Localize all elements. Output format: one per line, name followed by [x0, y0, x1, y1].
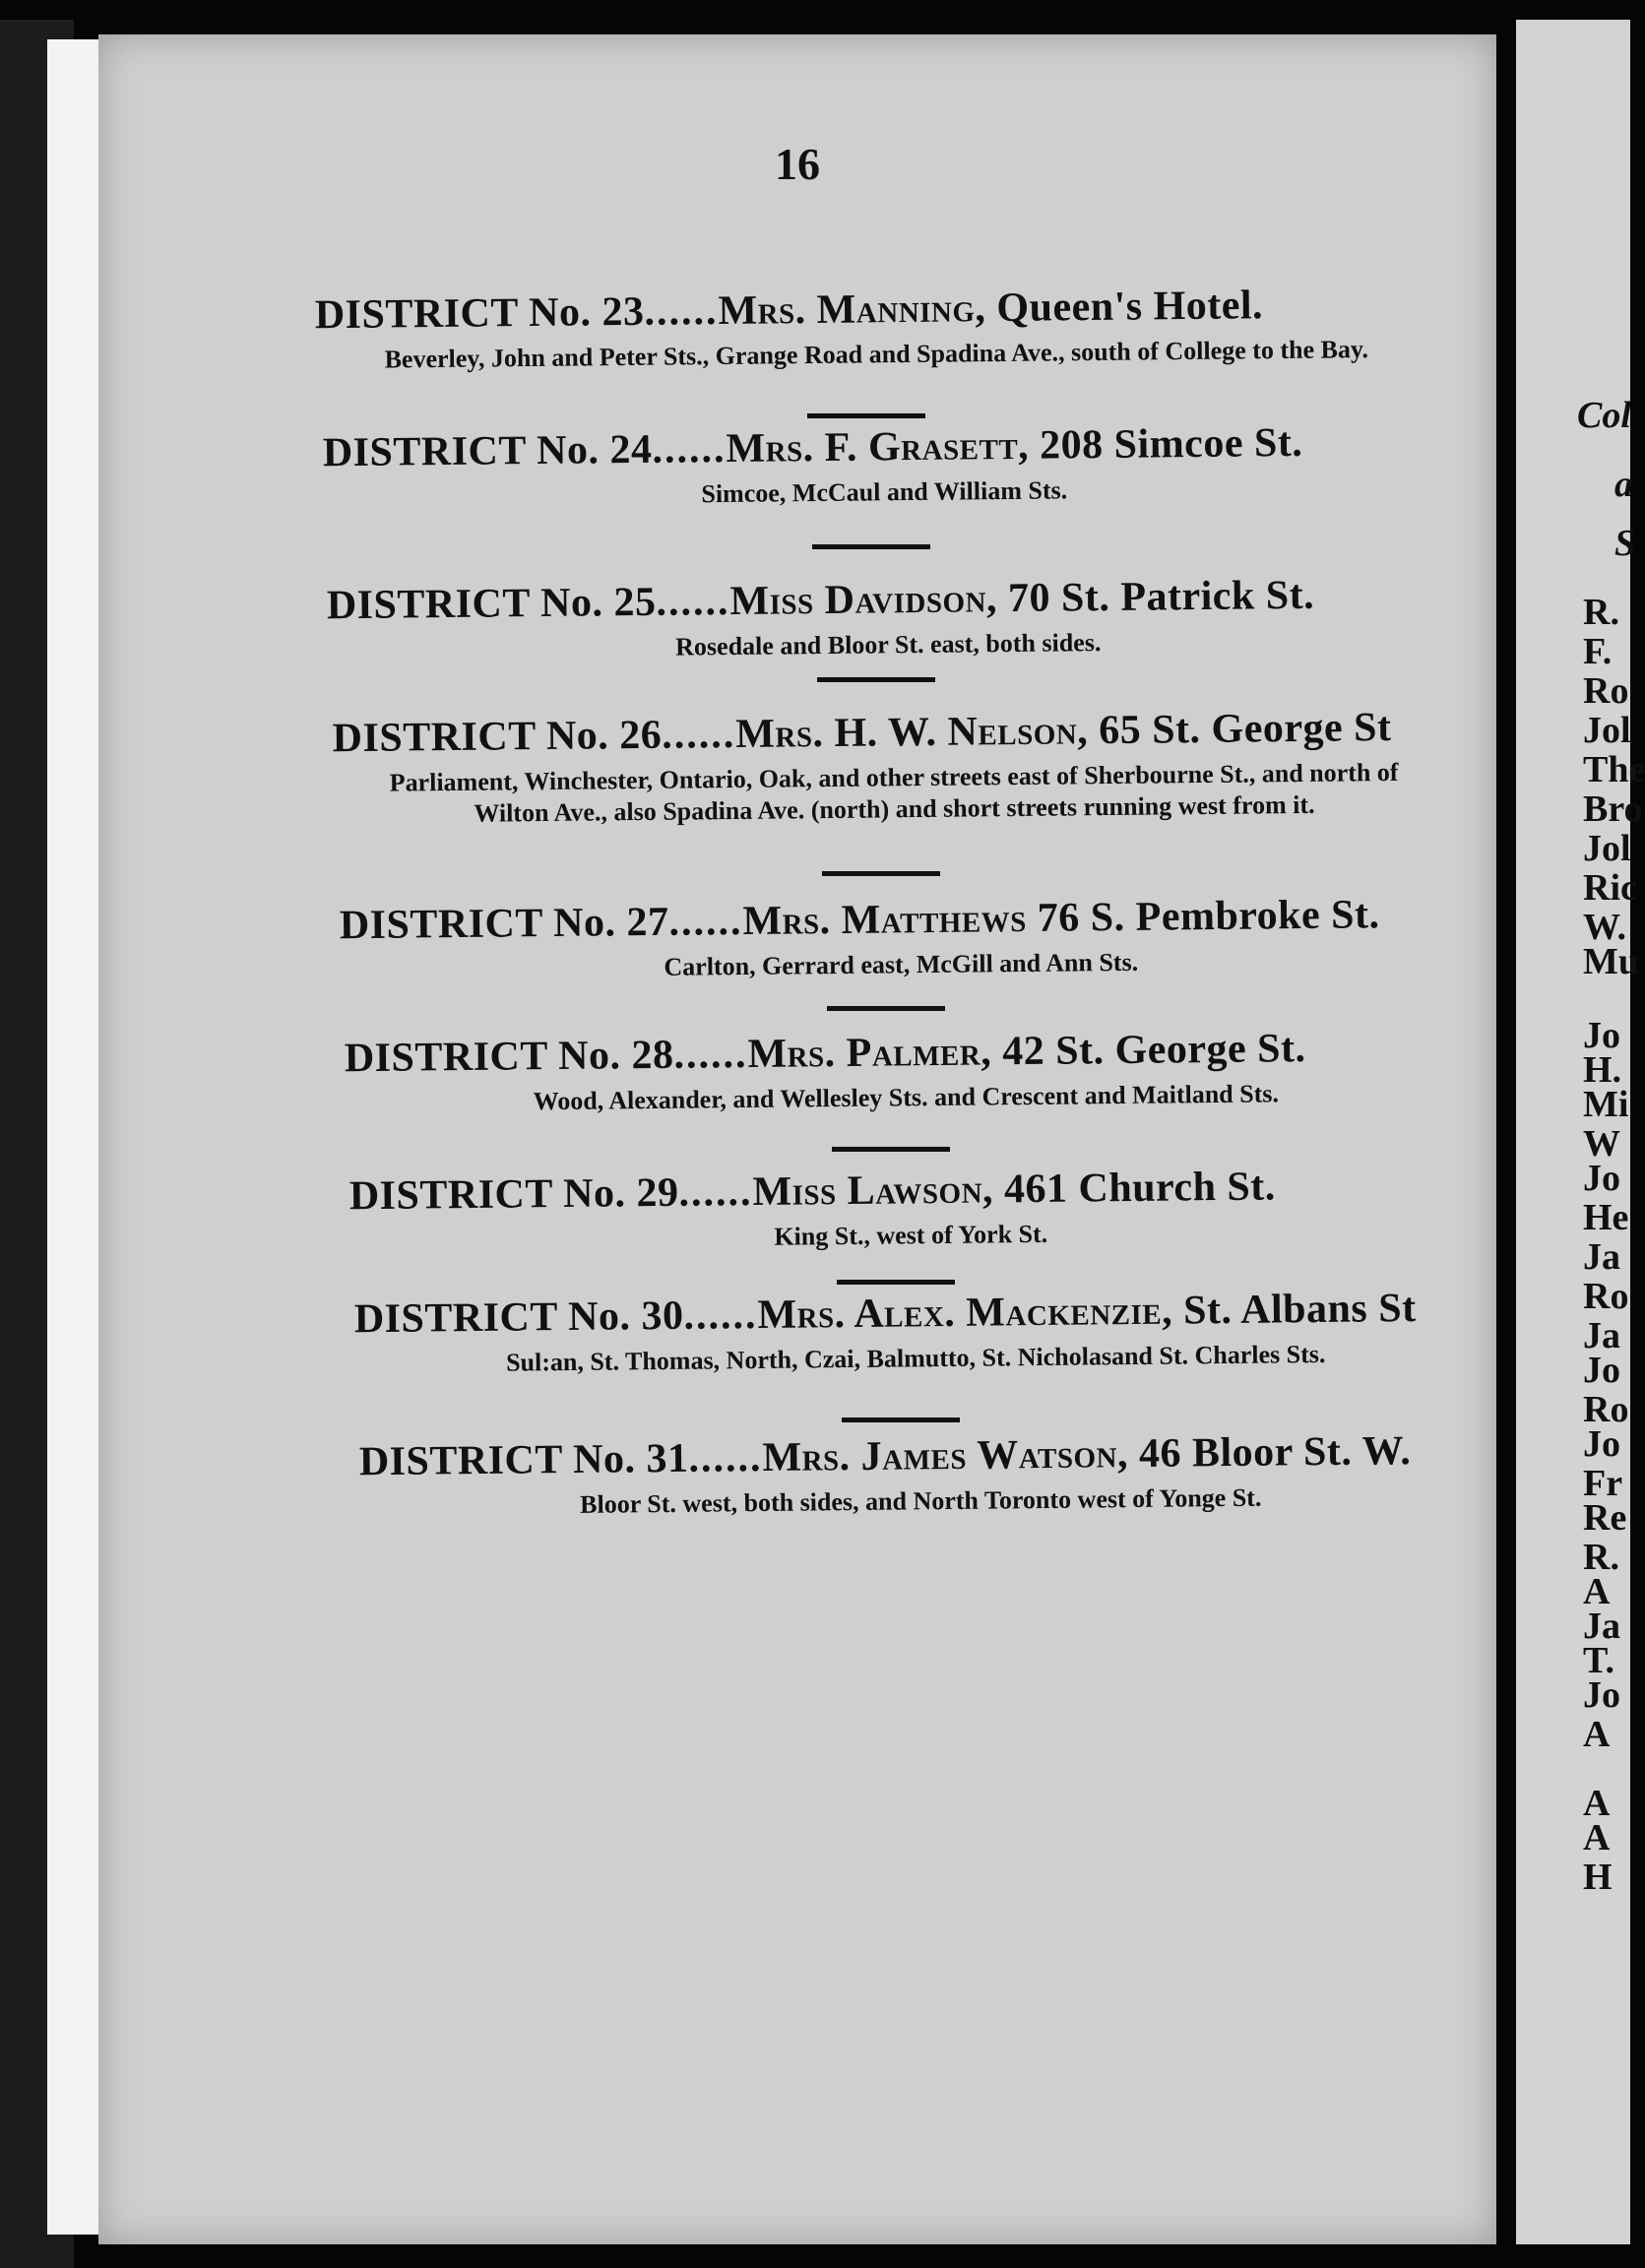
section-divider [817, 677, 935, 682]
district-entry [327, 570, 1509, 667]
leader-dots: ...... [668, 898, 743, 945]
page-stack-edge [47, 39, 98, 2235]
district-entry [340, 890, 1522, 987]
district-streets: Parliament, Winchester, Ontario, Oak, and other streets east of Sherbourne St., and north of Wilton Ave., also Spadina Ave. (north) and short streets running west from it. [389, 757, 1399, 828]
right-page-text: The [1583, 749, 1645, 790]
right-page-text: Jo [1583, 1350, 1620, 1391]
captain-name: Mrs. James Watson [762, 1431, 1118, 1480]
captain-name: Miss Lawson [752, 1166, 983, 1215]
captain-name: Mrs. Alex. Mackenzie [757, 1288, 1163, 1338]
district-entry [332, 703, 1514, 832]
right-page-text: R. [1583, 1537, 1619, 1578]
captain-address: St. Albans St [1182, 1285, 1417, 1334]
leader-dots: ...... [652, 425, 727, 472]
right-page-text: Jo [1583, 1158, 1620, 1199]
district-streets: Rosedale and Bloor St. east, both sides. [675, 628, 1102, 662]
right-page-text: T. [1583, 1640, 1615, 1681]
leader-dots: ...... [673, 1031, 748, 1078]
right-page-text: Jo [1583, 1015, 1620, 1056]
district-entry [354, 1284, 1537, 1381]
district-streets: Sul:an, St. Thomas, North, Czai, Balmutto, St. Nicholasand St. Charles Sts. [505, 1339, 1326, 1377]
separator: , [1116, 1430, 1140, 1478]
captain-name: Mrs. Palmer [747, 1029, 981, 1077]
right-page-text: Mi [1583, 1084, 1629, 1125]
right-page-text: Jol [1583, 710, 1631, 751]
right-page-text: Col [1577, 395, 1631, 436]
right-page-text: Mu [1583, 941, 1639, 982]
right-page-text: Re [1583, 1497, 1627, 1539]
section-divider [827, 1006, 945, 1011]
district-entry [349, 1161, 1532, 1258]
page-number: 16 [775, 139, 820, 189]
district-entry [345, 1023, 1527, 1120]
separator: , [981, 1166, 1005, 1213]
section-divider [837, 1280, 955, 1285]
right-page-text: A [1583, 1714, 1611, 1755]
right-page-text: He [1583, 1197, 1629, 1238]
leader-dots: ...... [656, 578, 730, 625]
right-page-text: Ro [1583, 670, 1629, 712]
district-streets: Carlton, Gerrard east, McGill and Ann Sts. [664, 947, 1139, 981]
section-divider [842, 1418, 960, 1422]
district-label: DISTRICT No. 23 [314, 288, 645, 339]
district-entry [323, 417, 1505, 515]
captain-address: 42 St. George St. [1002, 1026, 1306, 1075]
right-page-text: Ja [1583, 1315, 1620, 1356]
district-label: DISTRICT No. 28 [344, 1032, 674, 1082]
right-page-text: Jol [1583, 828, 1631, 869]
leader-dots: ...... [688, 1434, 763, 1481]
captain-address: 65 St. George St [1098, 705, 1392, 754]
right-page-text: Jo [1583, 1423, 1620, 1465]
right-page-text: F. [1583, 631, 1613, 672]
district-entry [315, 280, 1497, 377]
separator: , [1161, 1288, 1184, 1334]
district-label: DISTRICT No. 25 [326, 579, 657, 629]
captain-name: Miss Davidson [729, 576, 987, 624]
captain-address: 208 Simcoe St. [1039, 419, 1303, 469]
right-page-text: H. [1583, 1049, 1622, 1091]
right-page-text: Bro [1583, 788, 1643, 830]
captain-address: 76 S. Pembroke St. [1037, 892, 1380, 941]
section-divider [807, 413, 925, 418]
right-page-text: W [1583, 1123, 1620, 1165]
right-page-text: Fr [1583, 1463, 1623, 1504]
district-label: DISTRICT No. 30 [353, 1292, 684, 1343]
captain-address: 70 St. Patrick St. [1007, 572, 1315, 622]
right-page-text: W. [1583, 907, 1627, 948]
leader-dots: ...... [662, 711, 736, 758]
right-page-text: Ric [1583, 867, 1637, 909]
right-page-text: A [1583, 1571, 1611, 1612]
right-page-text: Ja [1583, 1606, 1620, 1647]
district-entry [359, 1426, 1542, 1524]
right-page-text: A [1583, 1817, 1611, 1858]
captain-address: 461 Church St. [1003, 1164, 1277, 1213]
leader-dots: ...... [678, 1168, 753, 1216]
district-label: DISTRICT No. 29 [348, 1169, 679, 1220]
right-page-text: A [1583, 1783, 1611, 1824]
district-streets: Beverley, John and Peter Sts., Grange Road and Spadina Ave., south of College to the Bay. [384, 335, 1369, 374]
right-page-text: H [1583, 1857, 1613, 1898]
section-divider [822, 871, 940, 876]
district-streets: King St., west of York St. [774, 1219, 1048, 1251]
separator: , [975, 285, 997, 332]
separator [1027, 896, 1038, 941]
captain-address: Queen's Hotel. [996, 283, 1264, 332]
district-label: DISTRICT No. 31 [358, 1435, 689, 1485]
captain-name: Mrs. Manning [718, 285, 976, 334]
section-divider [832, 1147, 950, 1152]
leader-dots: ...... [644, 287, 719, 335]
right-page-text: Jo [1583, 1674, 1620, 1716]
separator: , [1017, 422, 1041, 469]
district-streets: Simcoe, McCaul and William Sts. [701, 475, 1068, 509]
district-label: DISTRICT No. 27 [339, 899, 669, 949]
right-page-text: S [1614, 523, 1636, 564]
right-page-text: Ro [1583, 1276, 1629, 1317]
separator: , [981, 1029, 1003, 1075]
right-page-text: Ro [1583, 1389, 1629, 1430]
separator: , [985, 576, 1009, 622]
district-label: DISTRICT No. 24 [322, 426, 653, 476]
district-label: DISTRICT No. 26 [332, 712, 663, 762]
captain-name: Mrs. F. Grasett [726, 422, 1019, 472]
captain-name: Mrs. H. W. Nelson [735, 708, 1078, 757]
district-streets: Bloor St. west, both sides, and North Toronto west of Yonge St. [580, 1482, 1262, 1519]
right-page-text: a [1614, 464, 1633, 505]
right-page-text: Ja [1583, 1236, 1620, 1278]
right-page-text: R. [1583, 592, 1619, 633]
leader-dots: ...... [683, 1292, 758, 1339]
separator: , [1076, 708, 1100, 754]
captain-name: Mrs. Matthews [742, 895, 1028, 944]
section-divider [812, 544, 930, 549]
right-page-fragment [1516, 20, 1645, 2244]
captain-address: 46 Bloor St. W. [1138, 1428, 1412, 1477]
district-streets: Wood, Alexander, and Wellesley Sts. and Crescent and Maitland Sts. [533, 1079, 1280, 1116]
